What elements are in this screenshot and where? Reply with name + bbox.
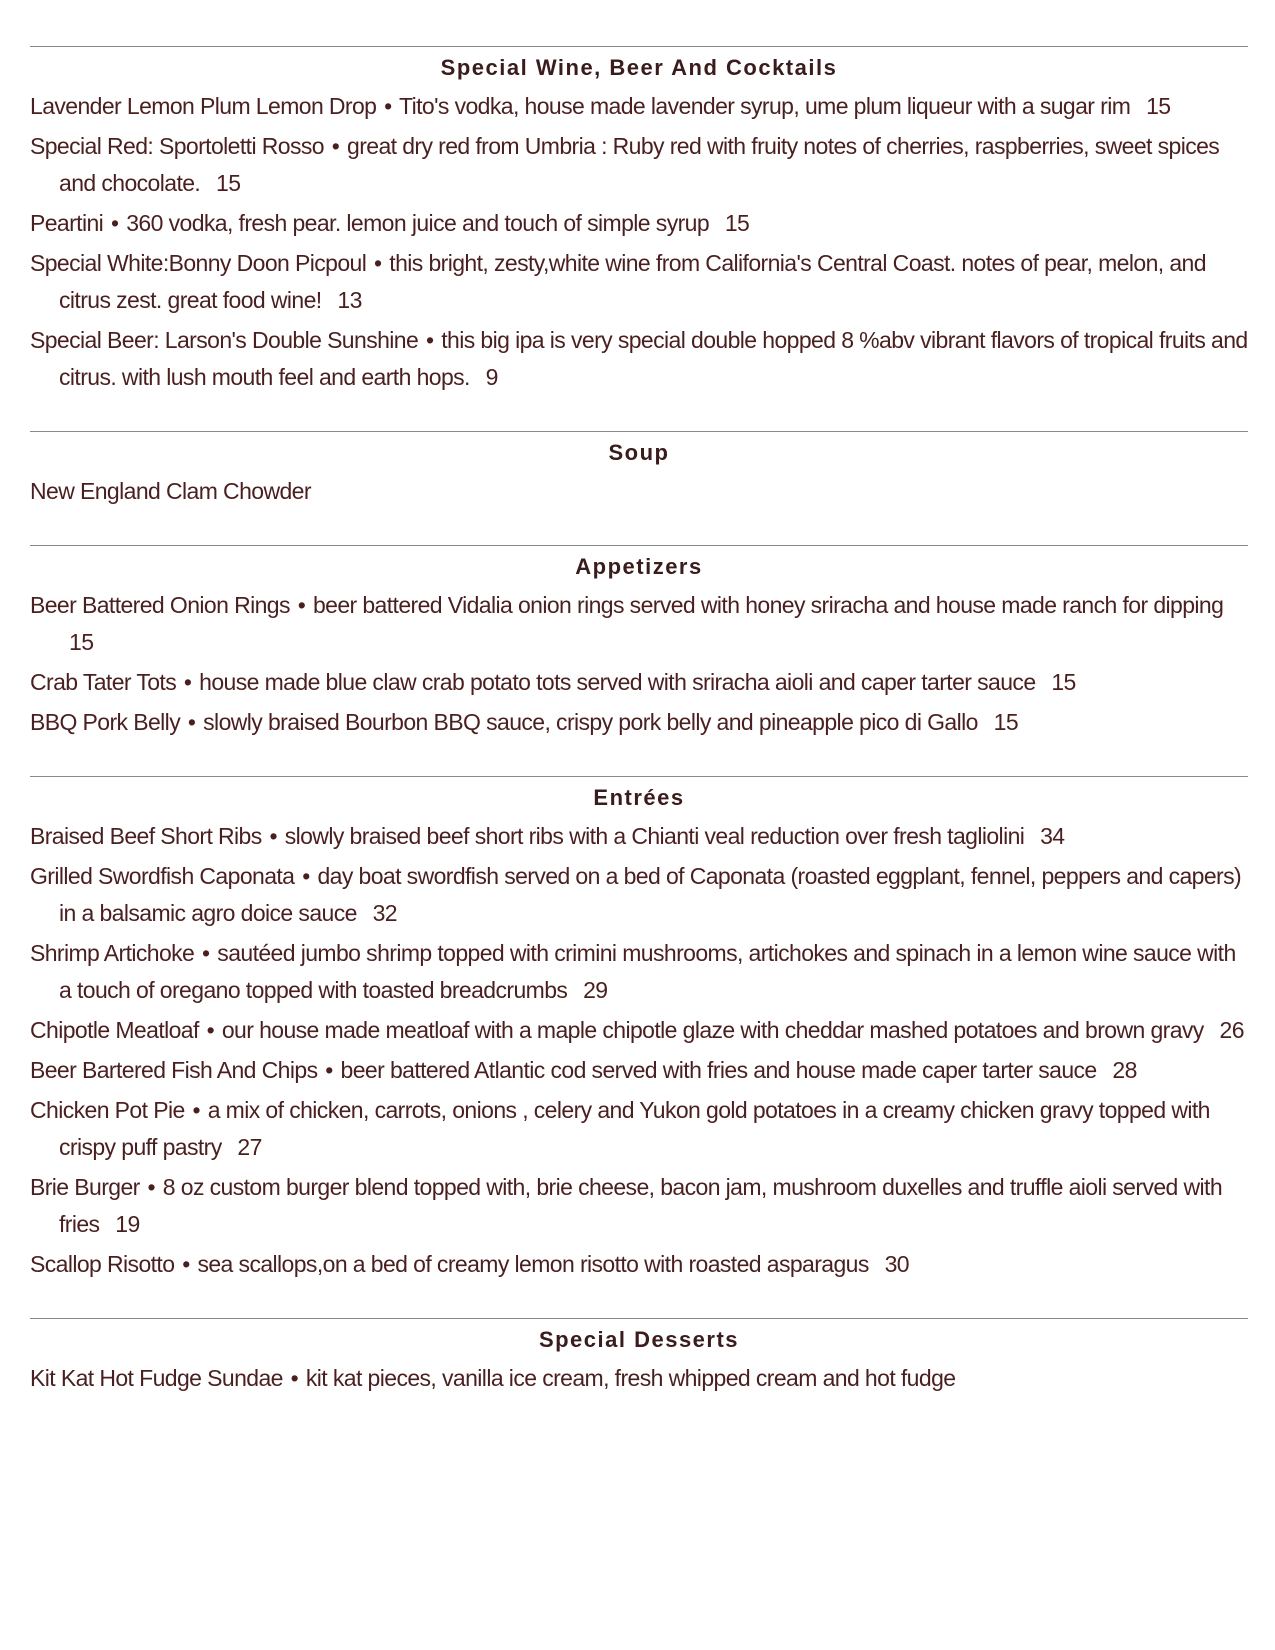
item-description: a mix of chicken, carrots, onions , celery and Yukon gold potatoes in a creamy chicken gravy topped with crispy puff pastry (59, 1097, 1210, 1160)
item-price: 34 (1040, 823, 1065, 849)
bullet-separator: • (192, 1097, 200, 1123)
bullet-separator: • (183, 669, 192, 695)
item-name: Chicken Pot Pie (30, 1097, 185, 1123)
item-price: 27 (237, 1134, 262, 1160)
section-divider (30, 545, 1248, 546)
bullet-separator: • (206, 1017, 215, 1043)
item-price: 15 (724, 210, 750, 236)
bullet-separator: • (325, 1057, 333, 1083)
item-name: Beer Bartered Fish And Chips (30, 1057, 318, 1083)
bullet-separator: • (374, 250, 382, 276)
menu-item (30, 1092, 1248, 1166)
item-name: BBQ Pork Belly (30, 709, 181, 735)
item-name: Special Beer: Larson's Double Sunshine (30, 327, 419, 353)
menu-item (30, 1169, 1248, 1243)
menu-section-desserts (30, 1318, 1248, 1397)
item-name: Shrimp Artichoke (30, 940, 195, 966)
menu-section-appetizers (30, 545, 1248, 741)
item-description: sautéed jumbo shrimp topped with crimini mushrooms, artichokes and spinach in a lemon wine sauce with a touch of oregano topped with toasted breadcrumbs (59, 940, 1236, 1003)
bullet-separator: • (290, 1365, 299, 1391)
menu-item (30, 1012, 1248, 1049)
menu-item (30, 322, 1248, 396)
menu-item (30, 473, 1248, 510)
item-name: Peartini (30, 210, 104, 236)
bullet-separator: • (302, 863, 310, 889)
item-price: 19 (115, 1211, 140, 1237)
bullet-separator: • (297, 592, 306, 618)
item-name: Special Red: Sportoletti Rosso (30, 133, 324, 159)
item-description: Tito's vodka, house made lavender syrup, ume plum liqueur with a sugar rim (399, 93, 1131, 119)
section-divider (30, 46, 1248, 47)
bullet-separator: • (384, 93, 392, 119)
item-description: beer battered Vidalia onion rings served with honey sriracha and house made ranch for dipping (312, 592, 1224, 618)
item-name: Beer Battered Onion Rings (30, 592, 290, 618)
bullet-separator: • (202, 940, 210, 966)
item-price: 13 (337, 287, 362, 313)
item-name: New England Clam Chowder (30, 478, 311, 504)
item-description: 360 vodka, fresh pear. lemon juice and touch of simple syrup (126, 210, 710, 236)
item-price: 15 (1051, 669, 1076, 695)
menu-section-soup (30, 431, 1248, 510)
item-name: Crab Tater Tots (30, 669, 177, 695)
item-description: sea scallops,on a bed of creamy lemon risotto with roasted asparagus (197, 1251, 869, 1277)
item-price: 29 (583, 977, 608, 1003)
bullet-separator: • (269, 823, 277, 849)
bullet-separator: • (425, 327, 434, 353)
item-price: 15 (216, 170, 241, 196)
item-description: slowly braised Bourbon BBQ sauce, crispy pork belly and pineapple pico di Gallo (203, 709, 978, 735)
bullet-separator: • (182, 1251, 190, 1277)
section-divider (30, 776, 1248, 777)
menu-section-entrees (30, 776, 1248, 1283)
item-price: 15 (1146, 93, 1171, 119)
menu-item (30, 858, 1248, 932)
menu-item (30, 245, 1248, 319)
item-name: Special White:Bonny Doon Picpoul (30, 250, 367, 276)
section-title: Entrées (593, 785, 685, 810)
item-description: this big ipa is very special double hopped 8 %abv vibrant flavors of tropical fruits and citrus. with lush mouth feel and earth hops. (59, 327, 1248, 390)
menu-page (30, 46, 1248, 1432)
menu-item (30, 128, 1248, 202)
item-description: our house made meatloaf with a maple chipotle glaze with cheddar mashed potatoes and brown gravy (221, 1017, 1204, 1043)
item-name: Lavender Lemon Plum Lemon Drop (30, 93, 377, 119)
item-price: 32 (372, 900, 397, 926)
item-name: Brie Burger (30, 1174, 140, 1200)
item-description: house made blue claw crab potato tots served with sriracha aioli and caper tarter sauce (199, 669, 1036, 695)
item-description: great dry red from Umbria : Ruby red with fruity notes of cherries, raspberries, sweet spices and chocolate. (59, 133, 1220, 196)
menu-item (30, 1052, 1248, 1089)
item-price: 15 (69, 629, 94, 655)
item-name: Kit Kat Hot Fudge Sundae (30, 1365, 283, 1391)
item-description: beer battered Atlantic cod served with fries and house made caper tarter sauce (340, 1057, 1097, 1083)
menu-item (30, 935, 1248, 1009)
section-title: Soup (608, 440, 670, 465)
menu-item (30, 818, 1248, 855)
item-name: Braised Beef Short Ribs (30, 823, 262, 849)
item-price: 9 (485, 364, 498, 390)
menu-item (30, 704, 1248, 741)
item-price: 30 (884, 1251, 909, 1277)
item-name: Scallop Risotto (30, 1251, 175, 1277)
item-price: 26 (1219, 1017, 1244, 1043)
bullet-separator: • (331, 133, 340, 159)
bullet-separator: • (147, 1174, 155, 1200)
item-description: 8 oz custom burger blend topped with, brie cheese, bacon jam, mushroom duxelles and truffle aioli served with fries (59, 1174, 1223, 1237)
item-description: kit kat pieces, vanilla ice cream, fresh whipped cream and hot fudge (305, 1365, 956, 1391)
item-price: 28 (1112, 1057, 1137, 1083)
menu-item (30, 1246, 1248, 1283)
section-title: Special Desserts (538, 1327, 740, 1352)
menu-section-drinks (30, 46, 1248, 396)
menu-item (30, 1360, 1248, 1397)
section-divider (30, 1318, 1248, 1319)
item-price: 15 (993, 709, 1019, 735)
section-title: Special Wine, Beer And Cocktails (440, 55, 838, 80)
item-description: slowly braised beef short ribs with a Chianti veal reduction over fresh tagliolini (284, 823, 1025, 849)
bullet-separator: • (187, 709, 196, 735)
section-divider (30, 431, 1248, 432)
item-name: Grilled Swordfish Caponata (30, 863, 295, 889)
menu-item (30, 205, 1248, 242)
item-description: day boat swordfish served on a bed of Caponata (roasted eggplant, fennel, peppers and capers) in a balsamic agro doice sauce (59, 863, 1242, 926)
section-title: Appetizers (575, 554, 703, 579)
bullet-separator: • (110, 210, 119, 236)
menu-item (30, 664, 1248, 701)
menu-item (30, 88, 1248, 125)
menu-item (30, 587, 1248, 661)
item-description: this bright, zesty,white wine from California's Central Coast. notes of pear, melon, and citrus zest. great food wine! (59, 250, 1206, 313)
item-name: Chipotle Meatloaf (30, 1017, 199, 1043)
